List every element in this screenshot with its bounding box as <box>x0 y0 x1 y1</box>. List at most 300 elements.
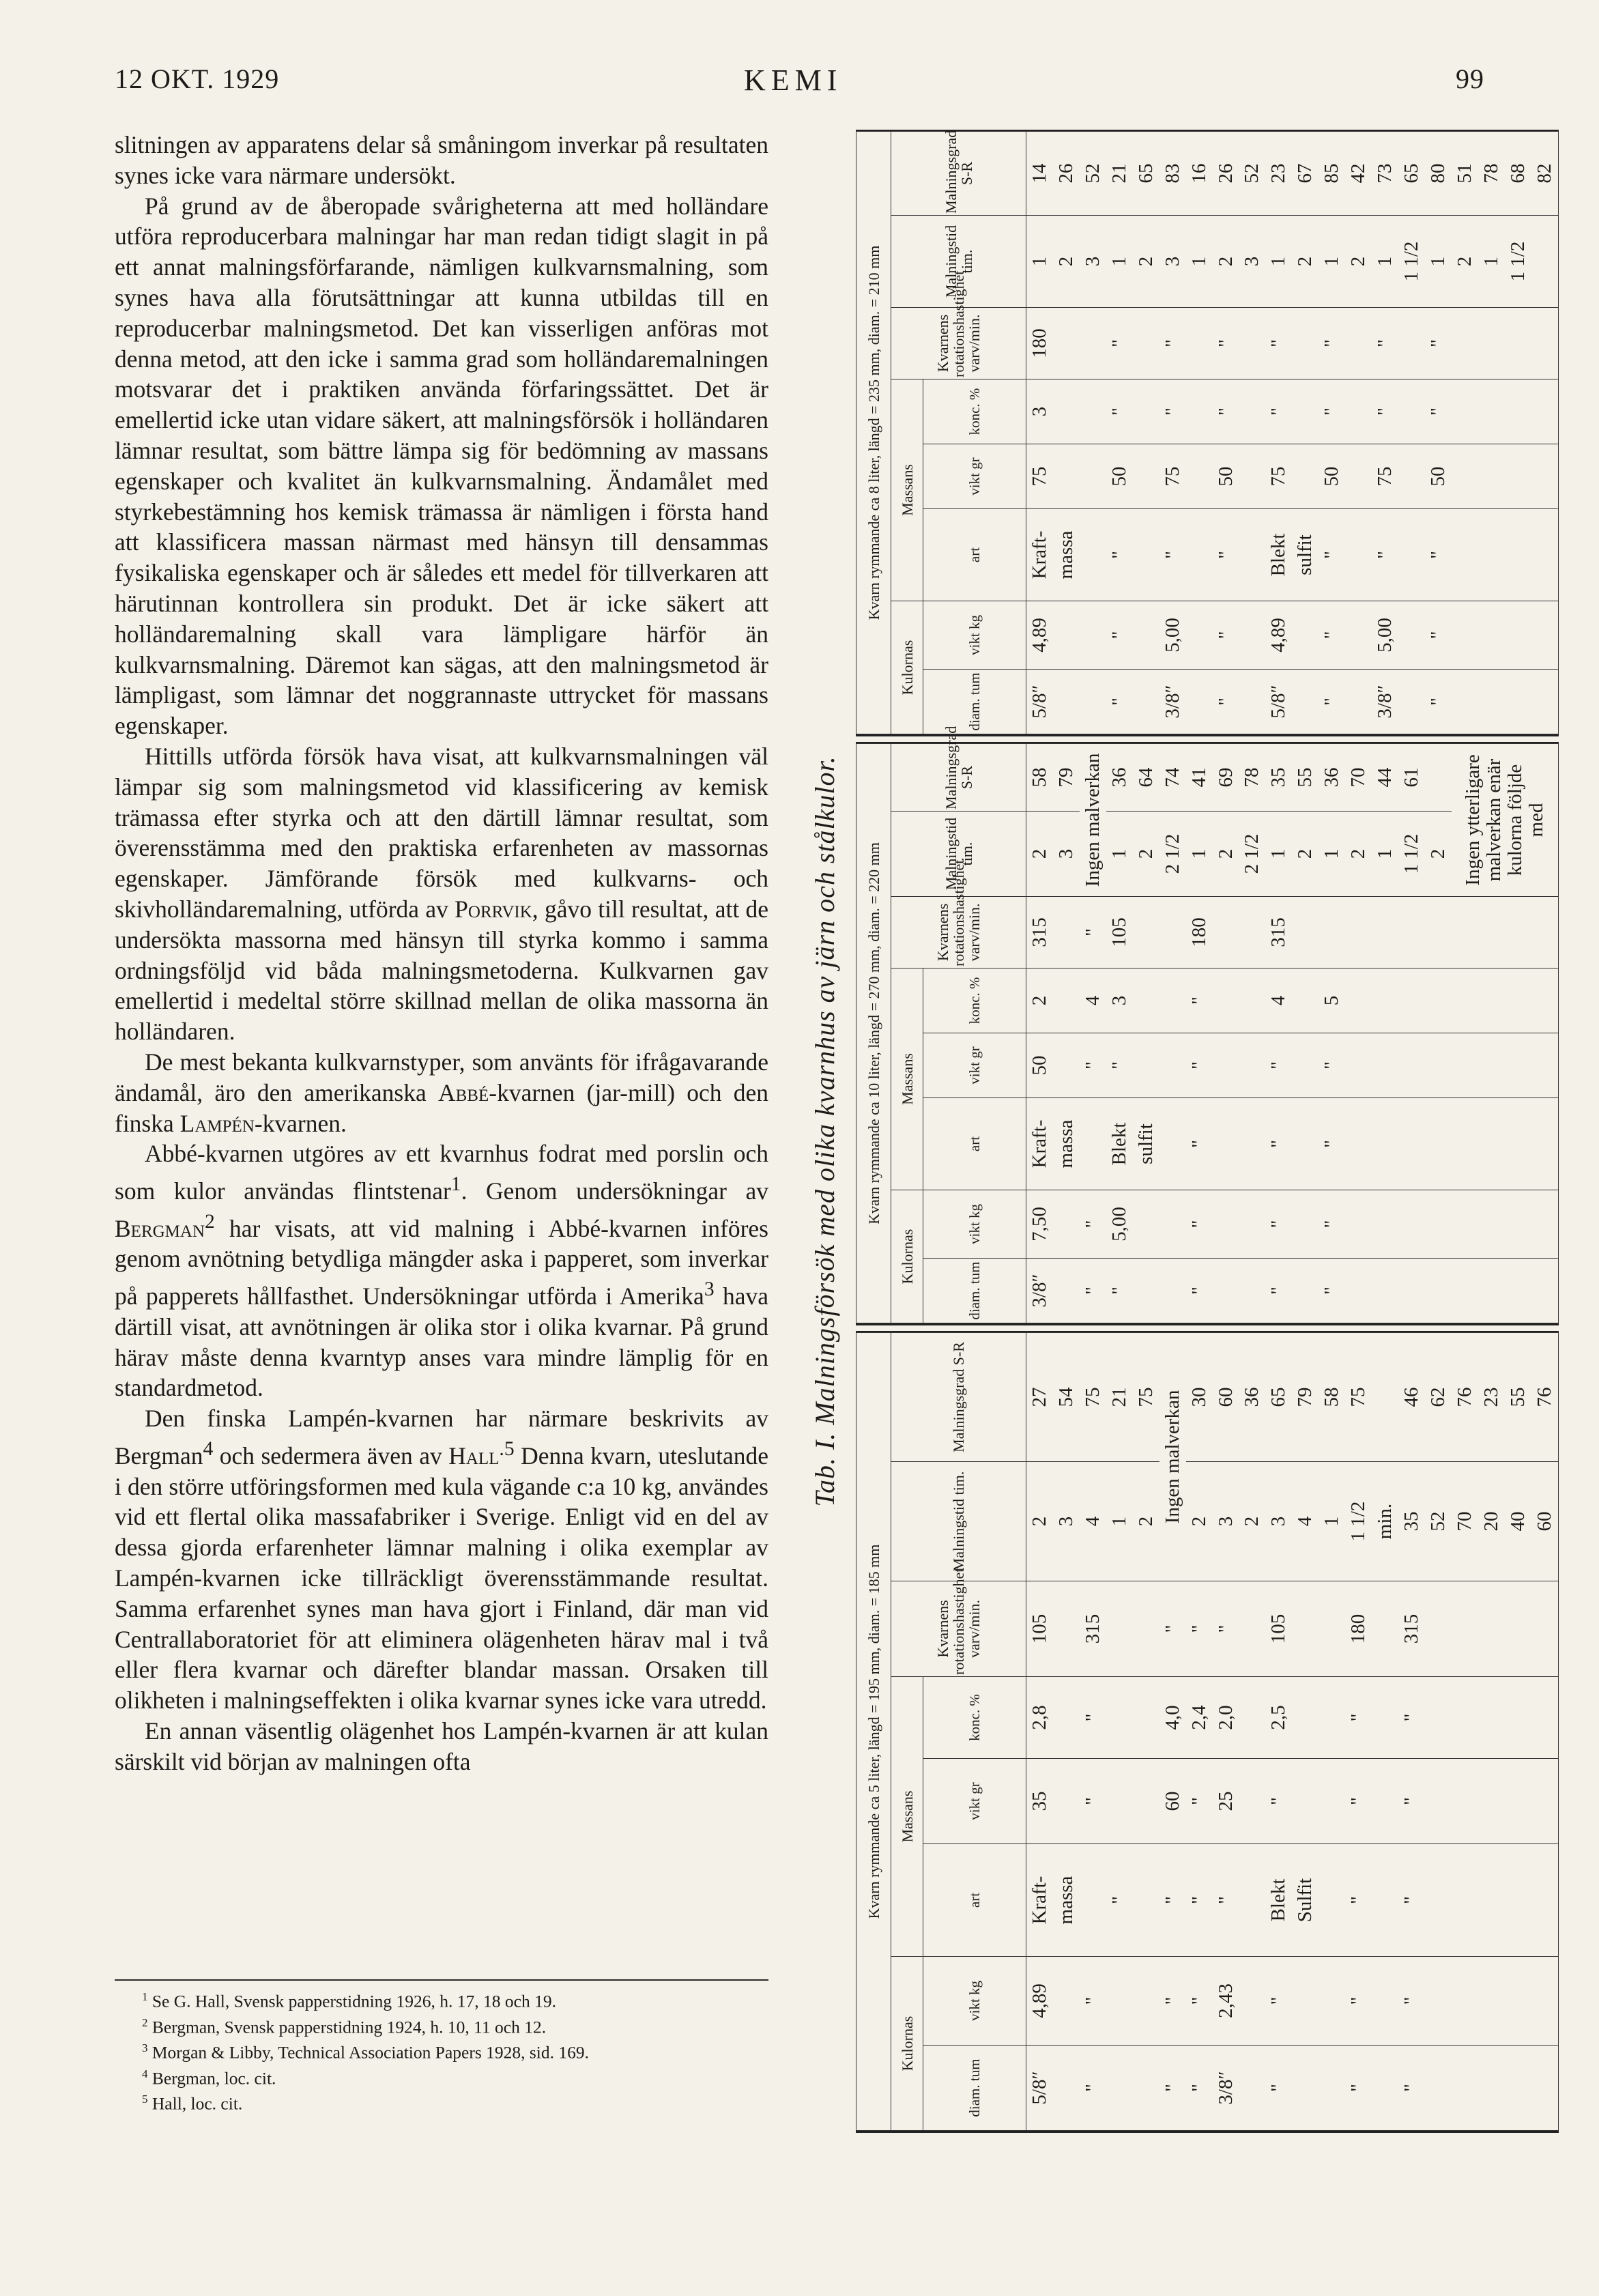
table-cell <box>1531 601 1559 670</box>
table-cell: " <box>1265 1957 1292 2046</box>
table-cell <box>1372 1581 1398 1677</box>
table-cell <box>1345 308 1372 379</box>
table-cell: 2 1/2 <box>1239 812 1266 897</box>
table-cell: 315 <box>1265 897 1292 968</box>
text-run: har visats, att vid malning i Abbé-kvarnen införes genom avnötning betydliga mängder aska i papperet, som inverkar på papperets hållfasthet. Undersökningar utförda i Amerika <box>115 1214 768 1310</box>
table-cell: massa <box>1053 509 1080 601</box>
table-cell: 23 <box>1265 131 1292 215</box>
footnote-text: Se G. Hall, Svensk papperstidning 1926, h. 17, 18 och 19. <box>147 1991 556 2011</box>
table-cell: 1 <box>1106 216 1133 308</box>
table-cell <box>1239 1033 1266 1098</box>
table-cell <box>1398 670 1425 734</box>
table-cell <box>1345 1190 1372 1259</box>
table-cell: 65 <box>1133 131 1159 215</box>
table-row <box>1265 131 1292 734</box>
table-cell: 2 <box>1239 1462 1266 1581</box>
table-cell <box>1159 1259 1186 1323</box>
table-cell <box>1425 743 1452 811</box>
table-cell <box>1398 1190 1425 1259</box>
table-cell <box>1292 444 1319 509</box>
table-cell: 7,50 <box>1026 1190 1054 1259</box>
table-cell <box>1053 379 1080 444</box>
table-cell: 1 <box>1186 812 1213 897</box>
table-cell <box>1239 601 1266 670</box>
footnote-text: Hall, loc. cit. <box>147 2093 243 2114</box>
table-cell: " <box>1398 1957 1425 2046</box>
table-cell <box>1478 670 1505 734</box>
table-cell: 21 <box>1106 131 1133 215</box>
table-cell <box>1239 968 1266 1033</box>
paragraph: En annan väsentlig olägenhet hos Lampén-kvarnen är att kulan särskilt vid början av malningen ofta <box>115 1717 768 1775</box>
table-cell: Blekt <box>1265 509 1292 601</box>
table-cell <box>1053 968 1080 1033</box>
table-cell <box>1478 509 1505 601</box>
table-cell: " <box>1159 308 1186 379</box>
table-cell <box>1425 1677 1452 1759</box>
table-cell: 3/8″ <box>1026 1259 1054 1323</box>
table-cell: 4,89 <box>1026 601 1054 670</box>
table-cell <box>1213 897 1239 968</box>
table-cell <box>1425 1190 1452 1259</box>
table-cell <box>1186 379 1213 444</box>
table-cell <box>1053 1190 1080 1259</box>
table-cell: 82 <box>1531 131 1559 215</box>
table-group <box>856 130 1559 2133</box>
table-cell: " <box>1080 1677 1106 1759</box>
table-cell: 61 <box>1398 743 1425 811</box>
header-malningstid: Malningstid tim. <box>891 216 1026 308</box>
table-cell <box>1425 1033 1452 1098</box>
table-row <box>1239 131 1266 734</box>
table-cell: min. <box>1372 1462 1398 1581</box>
table-cell: 3 <box>1265 1462 1292 1581</box>
table-cell: 105 <box>1265 1581 1292 1677</box>
table-row <box>1452 131 1478 734</box>
table-cell <box>1372 968 1398 1033</box>
table-cell: 3/8″ <box>1213 2046 1239 2131</box>
text-run: , gåvo till resultat, att de undersökta massorna med hänsyn till styrka kommo i samma ordningsföljd vid båda malningsmetoderna. Kulkvarnen gav emellertid i medeltal större skillnad mellan de olika massorna än holländaren. <box>115 895 768 1046</box>
table-cell <box>1133 897 1159 968</box>
table-cell: Kraft- <box>1026 1098 1054 1190</box>
table-cell <box>1372 897 1398 968</box>
table-cell <box>1505 601 1531 670</box>
subtable-title: Kvarn rymmande ca 5 liter, längd = 195 mm, diam. = 185 mm <box>856 1332 891 2130</box>
table-cell: 180 <box>1026 308 1054 379</box>
table-cell: 4,89 <box>1265 601 1292 670</box>
table-cell: " <box>1159 379 1186 444</box>
table-row <box>1265 743 1292 1323</box>
table-cell <box>1478 1677 1505 1759</box>
table-cell <box>1292 1259 1319 1323</box>
table-row <box>1239 743 1266 1323</box>
table-cell: " <box>1319 1259 1345 1323</box>
table-cell <box>1133 444 1159 509</box>
header-massans: Massans <box>891 1677 923 1957</box>
table-cell <box>1531 308 1559 379</box>
table-cell: 1 1/2 <box>1505 216 1531 308</box>
table-cell <box>1505 1957 1531 2046</box>
table-cell <box>1505 2046 1531 2131</box>
table-cell: " <box>1398 1844 1425 1957</box>
header-art: art <box>923 1098 1026 1190</box>
table-cell <box>1478 1957 1505 2046</box>
table-cell: 4,0 <box>1159 1677 1186 1759</box>
table-cell: 1 <box>1106 812 1133 897</box>
table-row <box>1292 131 1319 734</box>
table-cell: 78 <box>1239 743 1266 811</box>
rotated-table <box>801 130 1559 2133</box>
table-cell <box>1319 1759 1345 1844</box>
table-cell: 5 <box>1319 968 1345 1033</box>
table-cell: 79 <box>1053 743 1080 811</box>
table-cell <box>1452 1759 1478 1844</box>
table-cell <box>1505 1844 1531 1957</box>
table-cell <box>1345 1033 1372 1098</box>
table-cell: 3 <box>1026 379 1054 444</box>
table-cell: 2 <box>1026 1462 1054 1581</box>
header-vikt-kg: vikt kg <box>923 1190 1026 1259</box>
table-cell: " <box>1425 670 1452 734</box>
text-run: och sedermera även av <box>213 1441 449 1469</box>
table-cell <box>1372 1098 1398 1190</box>
table-row <box>1478 1332 1505 2130</box>
table-cell <box>1292 601 1319 670</box>
table-cell <box>1186 670 1213 734</box>
table-cell <box>1186 308 1213 379</box>
footnote-ref: 4 <box>203 1437 214 1460</box>
table-cell: 36 <box>1106 743 1133 811</box>
table-cell: sulfit <box>1292 509 1319 601</box>
table-cell <box>1106 1957 1133 2046</box>
header-rotation: Kvarnens rotationshastighet varv/min. <box>891 1581 1026 1677</box>
table-row <box>1265 1332 1292 2130</box>
table-cell <box>1239 897 1266 968</box>
table-cell: " <box>1319 379 1345 444</box>
table-cell <box>1133 968 1159 1033</box>
table-cell <box>1398 444 1425 509</box>
table-cell: 1 <box>1265 812 1292 897</box>
issue-date: 12 OKT. 1929 <box>115 63 280 94</box>
table-row <box>1372 1332 1398 2130</box>
table-row <box>1425 1332 1452 2130</box>
table-cell <box>1452 1844 1478 1957</box>
table-cell: 1 1/2 <box>1398 812 1425 897</box>
table-cell: 2 <box>1133 216 1159 308</box>
table-cell <box>1133 509 1159 601</box>
table-cell: 58 <box>1319 1332 1345 1461</box>
table-row <box>1159 131 1186 734</box>
table-cell: " <box>1425 308 1452 379</box>
table-cell <box>1239 1844 1266 1957</box>
table-cell <box>1239 1759 1266 1844</box>
table-cell: 25 <box>1213 1759 1239 1844</box>
table-cell: 315 <box>1026 897 1054 968</box>
table-cell <box>1239 509 1266 601</box>
table-cell: 3 <box>1213 1462 1239 1581</box>
table-cell: 50 <box>1026 1033 1054 1098</box>
table-cell <box>1053 1033 1080 1098</box>
table-cell <box>1319 897 1345 968</box>
table-cell: 1 <box>1372 216 1398 308</box>
table-cell: 26 <box>1053 131 1080 215</box>
table-cell <box>1478 308 1505 379</box>
header-diam: diam. tum <box>923 1259 1026 1323</box>
table-cell <box>1425 2046 1452 2131</box>
table-cell <box>1239 1190 1266 1259</box>
table-row <box>1398 1332 1425 2130</box>
table-cell: 83 <box>1159 131 1186 215</box>
footnote-number: 1 <box>142 1990 148 2003</box>
table-cell: 2 <box>1026 968 1054 1033</box>
table-cell: 21 <box>1106 1332 1133 1461</box>
table-cell: " <box>1265 308 1292 379</box>
table-cell: 74 <box>1159 743 1186 811</box>
table-cell: " <box>1186 1098 1213 1190</box>
table-cell: 2 <box>1345 216 1372 308</box>
table-cell: 5/8″ <box>1265 670 1292 734</box>
table-cell: 70 <box>1452 1462 1478 1581</box>
table-cell: " <box>1106 601 1133 670</box>
table-row <box>1319 131 1345 734</box>
table-row <box>1505 131 1531 734</box>
table-cell <box>1478 1844 1505 1957</box>
table-cell <box>1053 897 1080 968</box>
table-cell: 40 <box>1505 1462 1531 1581</box>
table-cell: 67 <box>1292 131 1319 215</box>
table-row <box>1319 1332 1345 2130</box>
table-cell: " <box>1186 1759 1213 1844</box>
table-cell: " <box>1106 1844 1133 1957</box>
table-cell: 2 <box>1026 812 1054 897</box>
table-row <box>1345 1332 1372 2130</box>
table-cell <box>1345 897 1372 968</box>
table-cell: 1 <box>1319 216 1345 308</box>
table-cell <box>1478 444 1505 509</box>
table-cell <box>1398 601 1425 670</box>
header-malningstid: Malningstid tim. <box>891 812 1026 897</box>
table-cell: " <box>1425 509 1452 601</box>
header-vikt-gr: vikt gr <box>923 1033 1026 1098</box>
table-cell: " <box>1398 1759 1425 1844</box>
table-cell: 3 <box>1106 968 1133 1033</box>
table-row <box>1213 743 1239 1323</box>
table-cell <box>1531 1759 1559 1844</box>
footnote-text: Bergman, loc. cit. <box>147 2068 276 2088</box>
table-cell: 26 <box>1213 131 1239 215</box>
table-cell <box>1425 1844 1452 1957</box>
header-konc: konc. % <box>923 968 1026 1033</box>
table-cell <box>1531 2046 1559 2131</box>
subtable-10-liter <box>856 726 1559 1325</box>
table-cell <box>1452 2046 1478 2131</box>
table-cell: 2 <box>1292 216 1319 308</box>
table-cell <box>1372 1190 1398 1259</box>
table-row <box>1186 1332 1213 2130</box>
table-cell: " <box>1080 897 1106 968</box>
table-row <box>1106 743 1133 1323</box>
table-cell: " <box>1106 1033 1133 1098</box>
text-run: De mest bekanta kulkvarnstyper, som använts för ifrågavarande ändamål, äro den amerikanska <box>115 1048 768 1106</box>
footnote-text: Morgan & Libby, Technical Association Papers 1928, sid. 169. <box>147 2042 590 2063</box>
table-row <box>1053 1332 1080 2130</box>
paragraph <box>115 741 768 1047</box>
table-row <box>1186 743 1213 1323</box>
table-cell <box>1505 670 1531 734</box>
table-cell: Ingen malverkan <box>1159 1332 1186 1581</box>
table-cell: 75 <box>1265 444 1292 509</box>
table-cell: 69 <box>1213 743 1239 811</box>
table-cell <box>1080 509 1106 601</box>
table-row <box>1292 743 1319 1323</box>
table-cell <box>1239 308 1266 379</box>
table-cell <box>1345 601 1372 670</box>
header-kulornas: Kulornas <box>891 1190 923 1323</box>
table-cell <box>1239 444 1266 509</box>
table-cell: 5/8″ <box>1026 670 1054 734</box>
table-cell: " <box>1106 1259 1133 1323</box>
table-cell: " <box>1080 1033 1106 1098</box>
table-cell: 75 <box>1080 1332 1106 1461</box>
table-cell <box>1398 509 1425 601</box>
header-diam: diam. tum <box>923 670 1026 734</box>
table-cell <box>1080 308 1106 379</box>
table-cell <box>1505 1677 1531 1759</box>
table-cell: " <box>1080 1759 1106 1844</box>
table-row <box>1452 743 1559 1323</box>
table-cell: 23 <box>1478 1332 1505 1461</box>
table-cell: " <box>1265 2046 1292 2131</box>
footnote-text: Bergman, Svensk papperstidning 1924, h. 10, 11 och 12. <box>147 2017 547 2037</box>
table-row <box>1026 743 1054 1323</box>
table-cell: " <box>1372 379 1398 444</box>
header-vikt-gr: vikt gr <box>923 1759 1026 1844</box>
table-cell: 35 <box>1265 743 1292 811</box>
table-cell <box>1186 444 1213 509</box>
table-cell: 3/8″ <box>1372 670 1398 734</box>
table-cell: 3 <box>1053 812 1080 897</box>
table-cell: 41 <box>1186 743 1213 811</box>
table-cell <box>1292 1677 1319 1759</box>
footnote <box>115 2037 768 2063</box>
table-cell <box>1345 379 1372 444</box>
footnote <box>115 2063 768 2089</box>
text-run: Abbé-kvarnen utgöres av ett kvarnhus fodrat med porslin och som kulor användas flintstenar <box>115 1140 768 1205</box>
table-cell <box>1053 1759 1080 1844</box>
table-cell: 44 <box>1372 743 1398 811</box>
table-cell: " <box>1425 379 1452 444</box>
footnote-ref: 2 <box>205 1210 215 1233</box>
table-cell: 73 <box>1372 131 1398 215</box>
table-cell: 105 <box>1106 897 1133 968</box>
table-cell <box>1425 1259 1452 1323</box>
text-run: -kvarnen (jar-mill) och den finska <box>115 1078 768 1137</box>
table-cell: " <box>1319 1033 1345 1098</box>
table-cell: 2 <box>1213 812 1239 897</box>
table-cell: " <box>1345 1844 1372 1957</box>
table-cell <box>1292 379 1319 444</box>
table-cell <box>1452 897 1559 968</box>
table-cell: 1 1/2 <box>1398 216 1425 308</box>
table-cell: 78 <box>1478 131 1505 215</box>
text-run: -kvarnen. <box>254 1109 347 1137</box>
table-cell: " <box>1265 379 1292 444</box>
table-row <box>1026 1332 1054 2130</box>
table-cell <box>1452 670 1478 734</box>
table-cell: 2,5 <box>1265 1677 1292 1759</box>
table-cell: 75 <box>1345 1332 1372 1461</box>
table-cell <box>1452 1581 1478 1677</box>
table-cell <box>1213 968 1239 1033</box>
table-cell: 35 <box>1398 1462 1425 1581</box>
header-massans: Massans <box>891 968 923 1190</box>
table-cell <box>1505 308 1531 379</box>
table-cell: " <box>1213 308 1239 379</box>
table-row <box>1133 1332 1159 2130</box>
header-massans: Massans <box>891 379 923 601</box>
table-cell: 2 <box>1053 216 1080 308</box>
table-row <box>1425 743 1452 1323</box>
table-cell: 42 <box>1345 131 1372 215</box>
table-cell <box>1478 1759 1505 1844</box>
table-cell: " <box>1265 1759 1292 1844</box>
table-cell: 2 <box>1452 216 1478 308</box>
table-cell: 4 <box>1080 968 1106 1033</box>
table-cell <box>1505 509 1531 601</box>
table-cell <box>1239 1259 1266 1323</box>
table-cell: 80 <box>1425 131 1452 215</box>
table-cell <box>1425 1098 1452 1190</box>
table-cell <box>1080 379 1106 444</box>
table-cell <box>1478 1581 1505 1677</box>
table-cell <box>1398 1259 1425 1323</box>
table-cell <box>1372 1957 1398 2046</box>
table-cell: 4 <box>1080 1462 1106 1581</box>
table-row <box>1478 131 1505 734</box>
table-cell: 315 <box>1398 1581 1425 1677</box>
table-cell: " <box>1106 509 1133 601</box>
table-cell: " <box>1106 670 1133 734</box>
table-cell: 2 <box>1186 1462 1213 1581</box>
data-table <box>856 726 1559 1323</box>
table-cell <box>1425 897 1452 968</box>
table-cell: sulfit <box>1133 1098 1159 1190</box>
table-cell <box>1133 2046 1159 2131</box>
table-row <box>1398 131 1425 734</box>
table-cell: 58 <box>1026 743 1054 811</box>
table-cell <box>1239 1957 1266 2046</box>
table-cell: 180 <box>1345 1581 1372 1677</box>
table-cell: " <box>1080 2046 1106 2131</box>
table-cell <box>1133 308 1159 379</box>
table-cell: 70 <box>1345 743 1372 811</box>
table-row <box>1213 131 1239 734</box>
footnote <box>115 1986 768 2012</box>
table-cell <box>1372 1844 1398 1957</box>
table-cell: 2 <box>1425 812 1452 897</box>
footnote-number: 3 <box>142 2041 148 2054</box>
table-cell <box>1398 308 1425 379</box>
table-cell: " <box>1080 1259 1106 1323</box>
table-cell: " <box>1213 1581 1239 1677</box>
author-name: Bergman <box>115 1214 205 1242</box>
table-cell <box>1292 1033 1319 1098</box>
header-rotation: Kvarnens rotationshastighet varv/min. <box>891 308 1026 379</box>
table-cell: " <box>1186 968 1213 1033</box>
table-cell: " <box>1372 509 1398 601</box>
table-cell <box>1452 1957 1478 2046</box>
table-cell: 65 <box>1398 131 1425 215</box>
table-cell <box>1372 1259 1398 1323</box>
